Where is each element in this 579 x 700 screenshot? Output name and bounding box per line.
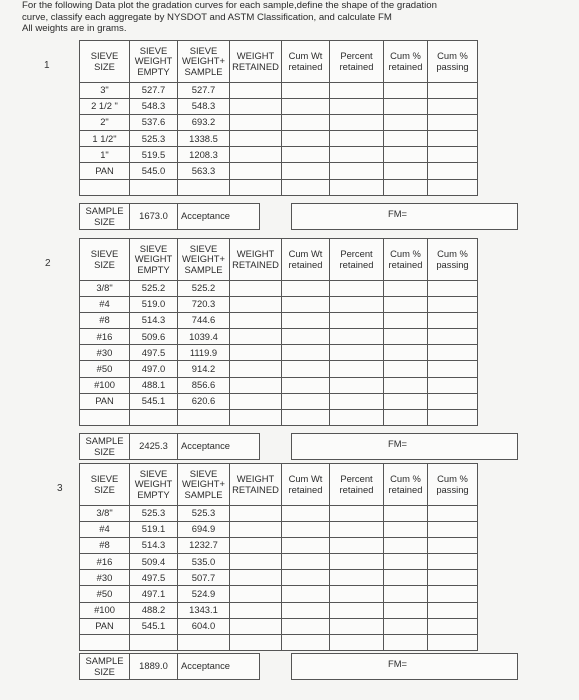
sieve-empty-weight-cell: 537.6 <box>130 115 178 131</box>
header-sieve-weight-empty: SIEVE WEIGHT EMPTY <box>130 41 178 83</box>
sample-size-value: 2425.3 <box>130 434 178 460</box>
table-row <box>80 281 478 297</box>
blank-entry-cell[interactable] <box>130 634 178 650</box>
blank-entry-cell[interactable] <box>384 115 428 131</box>
table-row <box>80 393 478 409</box>
blank-entry-cell[interactable] <box>428 329 478 345</box>
sieve-size-cell: PAN <box>80 393 130 409</box>
blank-entry-cell[interactable] <box>384 393 428 409</box>
blank-entry-cell[interactable] <box>330 345 384 361</box>
sieve-sample-weight-cell: 744.6 <box>178 313 230 329</box>
sieve-size-cell: #50 <box>80 361 130 377</box>
blank-entry-cell[interactable] <box>330 361 384 377</box>
sieve-size-cell: #30 <box>80 345 130 361</box>
blank-entry-cell[interactable] <box>282 163 330 179</box>
fm-label: FM= <box>388 208 408 219</box>
header-sieve-weight-empty: SIEVE WEIGHT EMPTY <box>130 464 178 506</box>
blank-entry-cell[interactable] <box>384 570 428 586</box>
blank-entry-cell[interactable] <box>130 409 178 425</box>
header-sieve-weight-sample: SIEVE WEIGHT+ SAMPLE <box>178 464 230 506</box>
sieve-sample-weight-cell: 1343.1 <box>178 602 230 618</box>
table-row <box>80 634 478 650</box>
sieve-sample-weight-cell: 525.2 <box>178 281 230 297</box>
table-row <box>80 147 478 163</box>
sieve-sample-weight-cell: 507.7 <box>178 570 230 586</box>
sieve-empty-weight-cell: 514.3 <box>130 313 178 329</box>
blank-entry-cell[interactable] <box>282 377 330 393</box>
table-row <box>80 99 478 115</box>
header-cum-wt-retained: Cum Wt retained <box>282 239 330 281</box>
blank-entry-cell[interactable] <box>428 618 478 634</box>
table-row <box>80 179 478 195</box>
sieve-empty-weight-cell: 545.1 <box>130 618 178 634</box>
sieve-size-cell: 1" <box>80 147 130 163</box>
sieve-sample-weight-cell: 604.0 <box>178 618 230 634</box>
blank-entry-cell[interactable] <box>230 345 282 361</box>
acceptance-field[interactable]: Acceptance <box>178 204 260 230</box>
blank-entry-cell[interactable] <box>330 147 384 163</box>
blank-entry-cell[interactable] <box>282 538 330 554</box>
blank-entry-cell[interactable] <box>330 602 384 618</box>
header-cum-pct-passing: Cum % passing <box>428 464 478 506</box>
table-row <box>80 602 478 618</box>
blank-entry-cell[interactable] <box>384 131 428 147</box>
blank-entry-cell[interactable] <box>230 538 282 554</box>
instructions-line-1: For the following Data plot the gradation curves for each sample,define the shape of the gradation <box>22 0 437 11</box>
table-row <box>80 163 478 179</box>
blank-entry-cell[interactable] <box>282 634 330 650</box>
sieve-size-cell: #100 <box>80 602 130 618</box>
blank-entry-cell[interactable] <box>230 586 282 602</box>
sieve-size-cell: PAN <box>80 618 130 634</box>
blank-entry-cell[interactable] <box>282 522 330 538</box>
sample-summary <box>79 203 260 230</box>
sieve-empty-weight-cell: 525.2 <box>130 281 178 297</box>
sieve-sample-weight-cell: 1338.5 <box>178 131 230 147</box>
blank-entry-cell[interactable] <box>230 618 282 634</box>
sieve-size-cell: 3" <box>80 83 130 99</box>
blank-entry-cell[interactable] <box>428 99 478 115</box>
table-row <box>80 131 478 147</box>
blank-entry-cell[interactable] <box>178 634 230 650</box>
sieve-size-cell: #16 <box>80 554 130 570</box>
blank-entry-cell[interactable] <box>428 147 478 163</box>
blank-entry-cell[interactable] <box>330 83 384 99</box>
blank-entry-cell[interactable] <box>428 393 478 409</box>
table-row <box>80 570 478 586</box>
header-cum-pct-passing: Cum % passing <box>428 239 478 281</box>
sieve-empty-weight-cell: 509.6 <box>130 329 178 345</box>
sample-summary <box>79 433 260 460</box>
blank-entry-cell[interactable] <box>428 522 478 538</box>
sieve-sample-weight-cell: 856.6 <box>178 377 230 393</box>
blank-entry-cell[interactable] <box>384 618 428 634</box>
blank-entry-cell[interactable] <box>384 409 428 425</box>
blank-entry-cell[interactable] <box>384 179 428 195</box>
sample-size-label: SAMPLE SIZE <box>80 204 130 230</box>
sample-number: 3 <box>57 483 63 494</box>
header-cum-wt-retained: Cum Wt retained <box>282 41 330 83</box>
sieve-empty-weight-cell: 497.0 <box>130 361 178 377</box>
header-percent-retained: Percent retained <box>330 464 384 506</box>
blank-entry-cell[interactable] <box>428 586 478 602</box>
sieve-empty-weight-cell: 527.7 <box>130 83 178 99</box>
header-sieve-weight-sample: SIEVE WEIGHT+ SAMPLE <box>178 239 230 281</box>
sieve-sample-weight-cell: 694.9 <box>178 522 230 538</box>
blank-entry-cell[interactable] <box>230 99 282 115</box>
blank-entry-cell[interactable] <box>428 377 478 393</box>
blank-entry-cell[interactable] <box>282 281 330 297</box>
blank-entry-cell[interactable] <box>230 281 282 297</box>
blank-entry-cell[interactable] <box>282 618 330 634</box>
sieve-sample-weight-cell: 527.7 <box>178 83 230 99</box>
table-row <box>80 377 478 393</box>
blank-entry-cell[interactable] <box>384 313 428 329</box>
sieve-size-cell: #8 <box>80 313 130 329</box>
blank-entry-cell[interactable] <box>282 570 330 586</box>
header-cum-pct-retained: Cum % retained <box>384 239 428 281</box>
blank-entry-cell[interactable] <box>384 147 428 163</box>
blank-entry-cell[interactable] <box>330 99 384 115</box>
table-row <box>80 361 478 377</box>
blank-entry-cell[interactable] <box>330 506 384 522</box>
blank-entry-cell[interactable] <box>282 131 330 147</box>
table-row <box>80 345 478 361</box>
header-weight-retained: WEIGHT RETAINED <box>230 239 282 281</box>
header-cum-pct-retained: Cum % retained <box>384 41 428 83</box>
blank-entry-cell[interactable] <box>282 602 330 618</box>
sieve-size-cell: #16 <box>80 329 130 345</box>
blank-entry-cell[interactable] <box>384 297 428 313</box>
sieve-sample-weight-cell: 1208.3 <box>178 147 230 163</box>
blank-entry-cell[interactable] <box>230 377 282 393</box>
instructions <box>22 0 542 35</box>
sieve-sample-weight-cell: 914.2 <box>178 361 230 377</box>
table-row <box>80 522 478 538</box>
sieve-sample-weight-cell: 1119.9 <box>178 345 230 361</box>
blank-entry-cell[interactable] <box>330 281 384 297</box>
sieve-sample-weight-cell: 720.3 <box>178 297 230 313</box>
sieve-size-cell: #100 <box>80 377 130 393</box>
blank-entry-cell[interactable] <box>330 393 384 409</box>
blank-entry-cell[interactable] <box>428 506 478 522</box>
sieve-size-cell: #50 <box>80 586 130 602</box>
sieve-empty-weight-cell: 548.3 <box>130 99 178 115</box>
blank-entry-cell[interactable] <box>330 554 384 570</box>
sieve-empty-weight-cell: 497.5 <box>130 345 178 361</box>
sieve-size-cell: 3/8" <box>80 281 130 297</box>
table-row <box>80 329 478 345</box>
sieve-size-cell: 3/8" <box>80 506 130 522</box>
sieve-empty-weight-cell: 545.0 <box>130 163 178 179</box>
sieve-empty-weight-cell: 519.5 <box>130 147 178 163</box>
blank-entry-cell[interactable] <box>282 329 330 345</box>
header-cum-wt-retained: Cum Wt retained <box>282 464 330 506</box>
blank-entry-cell[interactable] <box>282 361 330 377</box>
blank-entry-cell[interactable] <box>428 131 478 147</box>
blank-entry-cell[interactable] <box>330 115 384 131</box>
sieve-sample-weight-cell: 563.3 <box>178 163 230 179</box>
blank-entry-cell[interactable] <box>330 329 384 345</box>
acceptance-field[interactable]: Acceptance <box>178 654 260 680</box>
blank-entry-cell[interactable] <box>428 281 478 297</box>
blank-entry-cell[interactable] <box>384 345 428 361</box>
gradation-table <box>79 463 478 651</box>
blank-entry-cell[interactable] <box>428 345 478 361</box>
blank-entry-cell[interactable] <box>230 163 282 179</box>
blank-entry-cell[interactable] <box>230 147 282 163</box>
header-weight-retained: WEIGHT RETAINED <box>230 41 282 83</box>
blank-entry-cell[interactable] <box>330 409 384 425</box>
table-row <box>80 83 478 99</box>
sieve-empty-weight-cell: 488.1 <box>130 377 178 393</box>
blank-entry-cell[interactable] <box>384 163 428 179</box>
sieve-empty-weight-cell: 519.1 <box>130 522 178 538</box>
header-weight-retained: WEIGHT RETAINED <box>230 464 282 506</box>
blank-entry-cell[interactable] <box>428 409 478 425</box>
blank-entry-cell[interactable] <box>330 297 384 313</box>
blank-entry-cell[interactable] <box>330 618 384 634</box>
blank-entry-cell[interactable] <box>282 179 330 195</box>
instructions-line-3: All weights are in grams. <box>22 23 127 34</box>
table-row <box>80 538 478 554</box>
blank-entry-cell[interactable] <box>384 554 428 570</box>
header-percent-retained: Percent retained <box>330 41 384 83</box>
sample-size-label: SAMPLE SIZE <box>80 434 130 460</box>
sieve-empty-weight-cell: 519.0 <box>130 297 178 313</box>
table-row <box>80 618 478 634</box>
sieve-sample-weight-cell: 693.2 <box>178 115 230 131</box>
blank-entry-cell[interactable] <box>230 361 282 377</box>
blank-entry-cell[interactable] <box>428 83 478 99</box>
blank-entry-cell[interactable] <box>330 586 384 602</box>
sieve-size-cell: 1 1/2" <box>80 131 130 147</box>
blank-entry-cell[interactable] <box>282 313 330 329</box>
header-sieve-size: SIEVE SIZE <box>80 41 130 83</box>
blank-entry-cell[interactable] <box>384 586 428 602</box>
sieve-empty-weight-cell: 497.5 <box>130 570 178 586</box>
sample-summary <box>79 653 260 680</box>
header-sieve-weight-sample: SIEVE WEIGHT+ SAMPLE <box>178 41 230 83</box>
blank-entry-cell[interactable] <box>230 297 282 313</box>
blank-entry-cell[interactable] <box>330 131 384 147</box>
blank-entry-cell[interactable] <box>80 179 130 195</box>
blank-entry-cell[interactable] <box>384 99 428 115</box>
blank-entry-cell[interactable] <box>178 179 230 195</box>
sieve-size-cell: PAN <box>80 163 130 179</box>
gradation-table <box>79 238 478 426</box>
table-row <box>80 506 478 522</box>
blank-entry-cell[interactable] <box>130 179 178 195</box>
sieve-size-cell: #4 <box>80 522 130 538</box>
table-row <box>80 586 478 602</box>
blank-entry-cell[interactable] <box>428 297 478 313</box>
blank-entry-cell[interactable] <box>282 345 330 361</box>
sample-size-value: 1889.0 <box>130 654 178 680</box>
blank-entry-cell[interactable] <box>282 506 330 522</box>
blank-entry-cell[interactable] <box>230 179 282 195</box>
blank-entry-cell[interactable] <box>230 393 282 409</box>
blank-entry-cell[interactable] <box>428 179 478 195</box>
blank-entry-cell[interactable] <box>230 602 282 618</box>
header-sieve-weight-empty: SIEVE WEIGHT EMPTY <box>130 239 178 281</box>
header-cum-pct-retained: Cum % retained <box>384 464 428 506</box>
acceptance-field[interactable]: Acceptance <box>178 434 260 460</box>
table-row <box>80 409 478 425</box>
sieve-size-cell: 2" <box>80 115 130 131</box>
header-sieve-size: SIEVE SIZE <box>80 239 130 281</box>
header-sieve-size: SIEVE SIZE <box>80 464 130 506</box>
sieve-sample-weight-cell: 1232.7 <box>178 538 230 554</box>
sample-size-label: SAMPLE SIZE <box>80 654 130 680</box>
blank-entry-cell[interactable] <box>330 377 384 393</box>
blank-entry-cell[interactable] <box>330 570 384 586</box>
blank-entry-cell[interactable] <box>428 538 478 554</box>
blank-entry-cell[interactable] <box>384 361 428 377</box>
sieve-size-cell: 2 1/2 " <box>80 99 130 115</box>
blank-entry-cell[interactable] <box>384 602 428 618</box>
table-row <box>80 313 478 329</box>
sieve-empty-weight-cell: 514.3 <box>130 538 178 554</box>
blank-entry-cell[interactable] <box>230 409 282 425</box>
blank-entry-cell[interactable] <box>80 634 130 650</box>
sieve-empty-weight-cell: 488.2 <box>130 602 178 618</box>
gradation-table <box>79 40 478 196</box>
blank-entry-cell[interactable] <box>282 586 330 602</box>
sample-size-value: 1673.0 <box>130 204 178 230</box>
blank-entry-cell[interactable] <box>230 506 282 522</box>
fm-label: FM= <box>388 438 408 449</box>
blank-entry-cell[interactable] <box>330 313 384 329</box>
blank-entry-cell[interactable] <box>230 313 282 329</box>
blank-entry-cell[interactable] <box>330 522 384 538</box>
blank-entry-cell[interactable] <box>230 329 282 345</box>
header-cum-pct-passing: Cum % passing <box>428 41 478 83</box>
blank-entry-cell[interactable] <box>282 115 330 131</box>
blank-entry-cell[interactable] <box>282 393 330 409</box>
blank-entry-cell[interactable] <box>230 570 282 586</box>
blank-entry-cell[interactable] <box>230 115 282 131</box>
instructions-line-2: curve, classify each aggregate by NYSDOT and ASTM Classification, and calculate FM <box>22 11 392 23</box>
sample-number: 2 <box>45 258 51 269</box>
sieve-sample-weight-cell: 620.6 <box>178 393 230 409</box>
sample-number: 1 <box>44 60 50 71</box>
blank-entry-cell[interactable] <box>230 634 282 650</box>
blank-entry-cell[interactable] <box>282 147 330 163</box>
blank-entry-cell[interactable] <box>384 281 428 297</box>
blank-entry-cell[interactable] <box>384 506 428 522</box>
blank-entry-cell[interactable] <box>428 163 478 179</box>
table-row <box>80 554 478 570</box>
sieve-sample-weight-cell: 1039.4 <box>178 329 230 345</box>
blank-entry-cell[interactable] <box>330 163 384 179</box>
blank-entry-cell[interactable] <box>384 522 428 538</box>
sieve-empty-weight-cell: 497.1 <box>130 586 178 602</box>
blank-entry-cell[interactable] <box>230 522 282 538</box>
sieve-sample-weight-cell: 525.3 <box>178 506 230 522</box>
blank-entry-cell[interactable] <box>80 409 130 425</box>
blank-entry-cell[interactable] <box>330 634 384 650</box>
sieve-empty-weight-cell: 545.1 <box>130 393 178 409</box>
blank-entry-cell[interactable] <box>282 99 330 115</box>
blank-entry-cell[interactable] <box>230 131 282 147</box>
blank-entry-cell[interactable] <box>428 570 478 586</box>
header-percent-retained: Percent retained <box>330 239 384 281</box>
table-row <box>80 115 478 131</box>
blank-entry-cell[interactable] <box>428 554 478 570</box>
blank-entry-cell[interactable] <box>330 538 384 554</box>
fm-label: FM= <box>388 658 408 669</box>
blank-entry-cell[interactable] <box>230 83 282 99</box>
sieve-sample-weight-cell: 535.0 <box>178 554 230 570</box>
blank-entry-cell[interactable] <box>282 83 330 99</box>
blank-entry-cell[interactable] <box>384 634 428 650</box>
sieve-sample-weight-cell: 548.3 <box>178 99 230 115</box>
sieve-size-cell: #30 <box>80 570 130 586</box>
blank-entry-cell[interactable] <box>282 554 330 570</box>
blank-entry-cell[interactable] <box>384 377 428 393</box>
blank-entry-cell[interactable] <box>384 83 428 99</box>
blank-entry-cell[interactable] <box>428 115 478 131</box>
blank-entry-cell[interactable] <box>384 329 428 345</box>
blank-entry-cell[interactable] <box>428 361 478 377</box>
blank-entry-cell[interactable] <box>230 554 282 570</box>
sieve-sample-weight-cell: 524.9 <box>178 586 230 602</box>
blank-entry-cell[interactable] <box>178 409 230 425</box>
blank-entry-cell[interactable] <box>428 313 478 329</box>
table-row <box>80 297 478 313</box>
blank-entry-cell[interactable] <box>384 538 428 554</box>
blank-entry-cell[interactable] <box>282 409 330 425</box>
sieve-empty-weight-cell: 509.4 <box>130 554 178 570</box>
sieve-empty-weight-cell: 525.3 <box>130 506 178 522</box>
blank-entry-cell[interactable] <box>428 634 478 650</box>
sieve-size-cell: #4 <box>80 297 130 313</box>
sieve-size-cell: #8 <box>80 538 130 554</box>
blank-entry-cell[interactable] <box>330 179 384 195</box>
blank-entry-cell[interactable] <box>428 602 478 618</box>
sieve-empty-weight-cell: 525.3 <box>130 131 178 147</box>
blank-entry-cell[interactable] <box>282 297 330 313</box>
